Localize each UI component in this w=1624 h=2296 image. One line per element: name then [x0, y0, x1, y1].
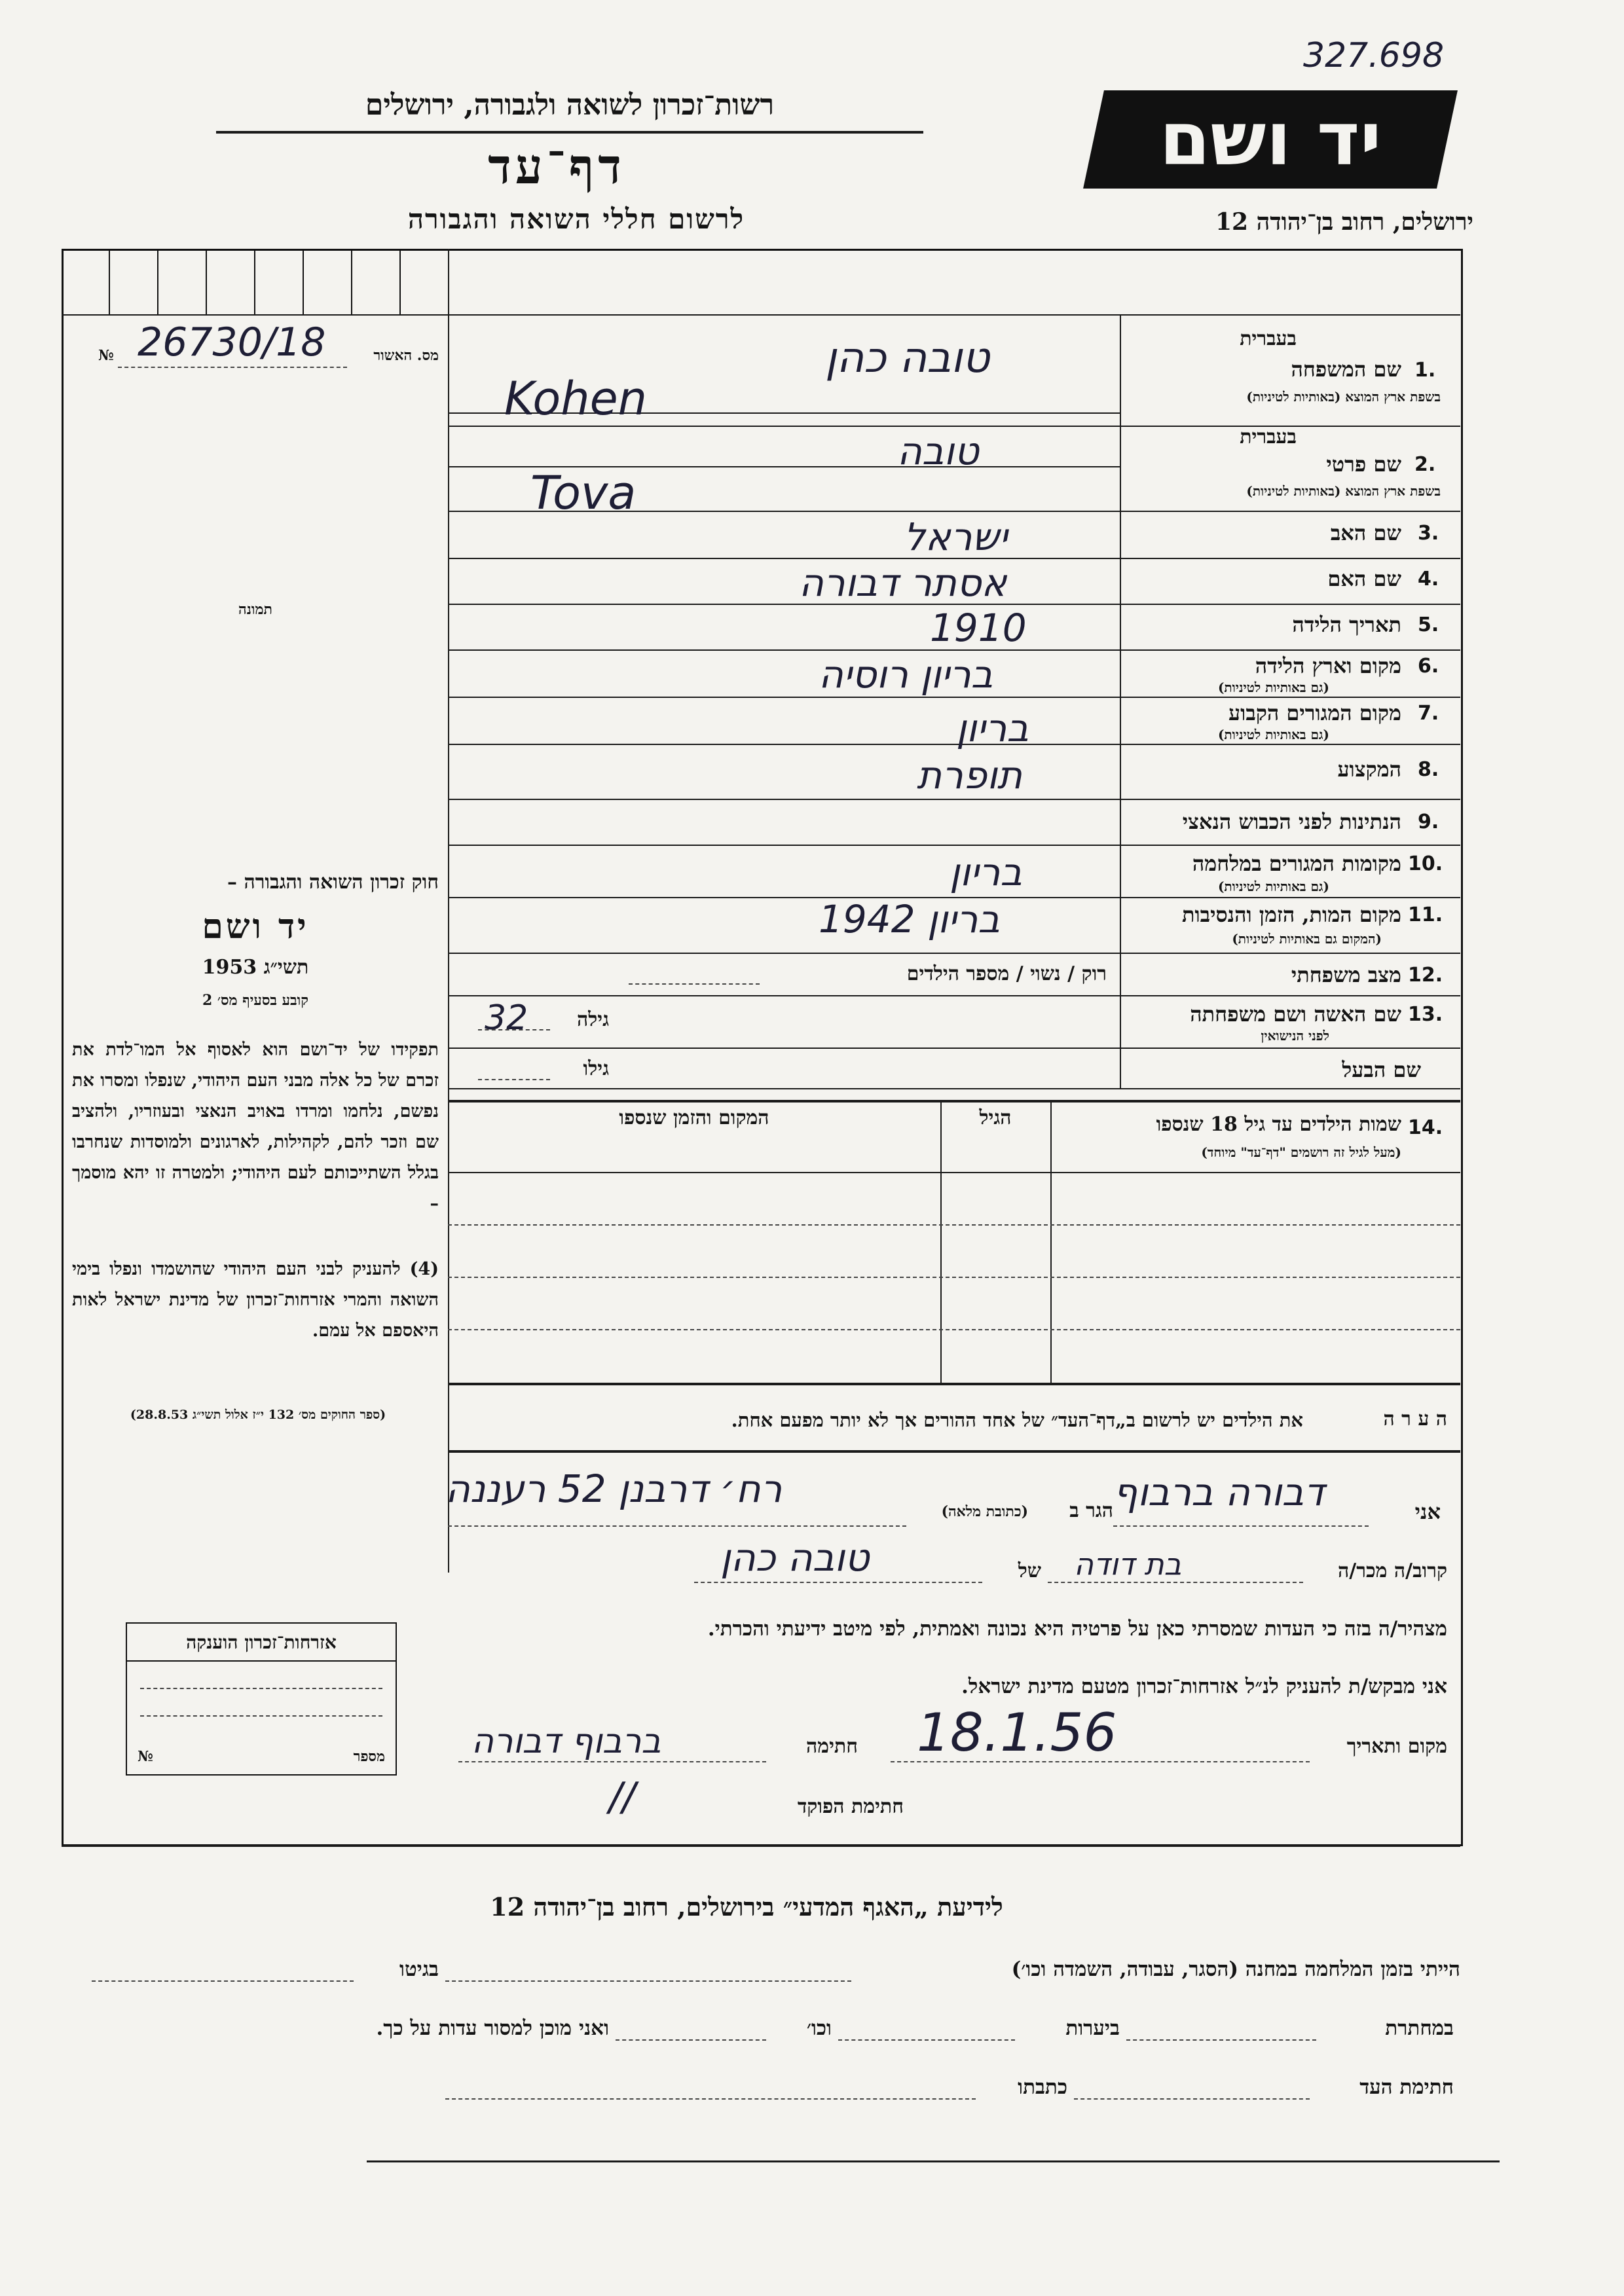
f8-number: 8. — [1418, 758, 1439, 781]
logo-text: יד ושם — [1159, 97, 1382, 182]
archive-number: 327.698 — [1303, 36, 1445, 75]
f1-hebrew-value: טובה כהן — [825, 334, 990, 382]
resides-label: הגר ב — [1069, 1499, 1113, 1522]
row12-bottom — [448, 995, 1460, 996]
children-row2 — [448, 1277, 1460, 1278]
full-address-label: (כתובת מלאה) — [941, 1503, 1028, 1520]
of-line — [694, 1582, 982, 1583]
photo-label: תמונה — [238, 601, 272, 618]
f5-label: תאריך הלידה — [1292, 612, 1401, 637]
of-value: טובה כהן — [720, 1535, 870, 1580]
children-top — [448, 1100, 1460, 1102]
f10-sub: (גם באותיות לטיניות) — [1217, 879, 1329, 894]
f2-latin-value: Tova — [530, 466, 637, 520]
f4-number: 4. — [1418, 568, 1439, 591]
f10-label: מקומות המגורים במלחמה — [1192, 851, 1401, 876]
f5-number: 5. — [1418, 613, 1439, 636]
children-number: 14. — [1408, 1116, 1443, 1139]
children-header-place: המקום והזמן שנספו — [619, 1106, 769, 1129]
children-header-note: (מעל לגיל זה רושמים "דף־עד" מיוחד) — [1201, 1144, 1401, 1160]
date-value: 18.1.56 — [917, 1702, 1117, 1763]
f9-number: 9. — [1418, 811, 1439, 833]
law-reference: (ספר החוקים מס׳ 132 י״ז אלול תשי״ג 28.8.53) — [130, 1408, 386, 1422]
f10-value: בריון — [950, 850, 1022, 894]
row9-bottom — [448, 845, 1460, 846]
f7-value: בריון — [956, 706, 1029, 750]
left-panel-divider — [448, 249, 449, 1573]
law-name: יד ושם — [202, 907, 309, 947]
f12-number: 12. — [1408, 964, 1443, 987]
footer-line2-blank3 — [616, 2039, 766, 2041]
citizenship-box-title: אזרחות־זכרון הוענקה — [186, 1631, 337, 1653]
f10-number: 10. — [1408, 852, 1443, 875]
children-row3 — [448, 1329, 1460, 1330]
husband-age-line — [478, 1079, 550, 1080]
yad-vashem-logo — [1083, 90, 1458, 189]
footer-line2-c: וכו׳ — [806, 2016, 832, 2040]
declare-text: מצהיר/ה בזה כי העדות שמסרתי כאן על פרטיה היא נכונה ואמתית, לפי מיטב ידיעתי והכרתי. — [707, 1617, 1447, 1641]
husband-label: שם הבעל — [1342, 1057, 1421, 1082]
f12-options: רוק / נשוי / מספר הילדים — [906, 962, 1107, 985]
header-address: ירושלים, רחוב בן־יהודה 12 — [1215, 208, 1473, 236]
authority-title: רשות־זכרון לשואה ולגבורה, ירושלים — [365, 88, 775, 122]
row13-bottom — [448, 1048, 1460, 1049]
f6-label: מקום וארץ הלידה — [1255, 653, 1401, 678]
address-line — [448, 1525, 906, 1527]
signature-value: ברבוף דבורה — [471, 1722, 661, 1761]
f4-value: אסתר דבורה — [799, 560, 1007, 605]
cert-number: 26730/18 — [138, 319, 326, 365]
f6-sub: (גם באותיות לטיניות) — [1217, 680, 1329, 695]
footer-line3-blank2 — [445, 2098, 976, 2100]
top-strip-line — [62, 314, 1460, 316]
footer-line3-a: חתימת העד — [1359, 2075, 1454, 2099]
children-header-age: הגיל — [979, 1106, 1012, 1129]
f11-label: מקום המות, הזמן והנסיבות — [1181, 902, 1401, 927]
address-value: רח׳ דרבנן 52 רעננה — [445, 1467, 783, 1511]
cert-line — [118, 367, 347, 368]
law-year: תשי״ג 1953 — [202, 956, 309, 979]
footer-line2-d: ואני מוכן למסור עדות על כך. — [376, 2016, 609, 2040]
footer-line3-blank1 — [1074, 2098, 1310, 2100]
f7-number: 7. — [1418, 702, 1439, 725]
footer-line1-a: הייתי בזמן המלחמה במחנה (הסגר, עבודה, השמדה וכו׳) — [1011, 1958, 1460, 1981]
f13-age-line — [478, 1029, 550, 1030]
f13-sub: לפני הנישואין — [1261, 1028, 1329, 1044]
law-text-1: תפקידו של יד־ושם הוא לאסוף אל המו־לדת את זכרם של כל אלה מבני העם היהודי, שנפלו ומסרו את נפשם, נלחמו ומרדו באויב הנאצי ובעוזריו, ולהציב שם וזכר להם, לקהילות, לארגונים ולמוסדות שנחרבו בגלל השתייכותם לעם היהודי; ולמטרה זו יהא מוסמך – — [72, 1040, 439, 1214]
f11-value: 1942 בריון — [819, 897, 1000, 941]
f6-number: 6. — [1418, 655, 1439, 678]
f3-label: שם האב — [1330, 520, 1401, 545]
f13-label: שם האשה ושם משפחתה — [1190, 1002, 1401, 1027]
date-line — [891, 1761, 1310, 1762]
f1-latin-note: בשפת ארץ המוצא (באותיות לטיניות) — [1246, 389, 1441, 405]
children-bottom — [448, 1383, 1460, 1385]
official-label: חתימת הפוקד — [797, 1795, 904, 1818]
f12-label: מצב משפחתי — [1291, 962, 1401, 987]
f3-value: ישראל — [904, 515, 1008, 559]
law-section: קובע בסעיף מס׳ 2 — [202, 992, 309, 1009]
f13-number: 13. — [1408, 1003, 1443, 1026]
children-col1 — [1050, 1100, 1052, 1383]
footer-line3-b: כתבתו — [1018, 2075, 1067, 2099]
f7-label: מקום המגורים הקבוע — [1228, 701, 1401, 725]
f1-in-hebrew: בעברית — [1240, 327, 1297, 350]
note-text: את הילדים יש לרשום ב„דף־העד״ של אחד ההורים אך לא יותר מפעם אחת. — [731, 1409, 1303, 1431]
f1-latin-value: Kohen — [504, 372, 648, 426]
ani-value: דבורה ברבוף — [1113, 1470, 1325, 1514]
law-text-2: (4) להעניק לבני העם היהודי שהושמדו ונפלו בימי השואה והמרי אזרחות־זכרון של מדינת ישראל לאות היאספם אל עמם. — [72, 1259, 439, 1341]
authority-underline — [216, 131, 923, 134]
citizenship-no-label: מספר — [353, 1748, 385, 1765]
ani-label: אני — [1414, 1499, 1441, 1524]
children-header-name: שמות הילדים עד גיל 18 שנספו — [1156, 1113, 1401, 1136]
f9-label: הנתינות לפני הכבוש הנאצי — [1182, 809, 1401, 834]
page-title: דף־עד — [488, 139, 625, 195]
f2-latin-note: בשפת ארץ המוצא (באותיות לטיניות) — [1246, 483, 1441, 499]
footer-line1-blank — [445, 1980, 851, 1982]
page-subtitle: לרשום חללי השואה והגבורה — [407, 203, 745, 235]
citizenship-no-sign: № — [138, 1748, 153, 1765]
note-bottom — [448, 1450, 1460, 1453]
f8-value: תופרת — [917, 753, 1023, 797]
footer-line2-a: במחתרת — [1385, 2016, 1454, 2040]
husband-bottom — [448, 1088, 1460, 1089]
footer-line1-blank2 — [92, 1980, 354, 1982]
footer-line2-blank1 — [1126, 2039, 1316, 2041]
row1-bottom — [448, 426, 1460, 427]
footer-line2-b: ביערות — [1065, 2016, 1120, 2040]
f4-label: שם האם — [1327, 566, 1401, 591]
f11-number: 11. — [1408, 903, 1443, 926]
f8-label: המקצוע — [1337, 757, 1401, 782]
f11-sub: (המקום גם באותיות לטיניות) — [1232, 931, 1382, 947]
row7-bottom — [448, 744, 1460, 745]
request-text: אני מבקש/ת להעניק לנ״ל אזרחות־זכרון מטעם מדינת ישראל. — [961, 1675, 1447, 1698]
f2-in-hebrew: בעברית — [1240, 426, 1297, 448]
f2-number: 2. — [1414, 453, 1436, 476]
of-label: של — [1018, 1559, 1041, 1582]
place-date-label: מקום ותאריך — [1346, 1735, 1447, 1758]
husband-age-label: גילו — [583, 1057, 609, 1080]
row11-bottom — [448, 953, 1460, 954]
row6-bottom — [448, 697, 1460, 698]
relation-label: קרוב/ה מכר/ה — [1338, 1559, 1447, 1582]
children-row1 — [448, 1224, 1460, 1226]
f5-value: 1910 — [930, 606, 1027, 650]
signature-line — [458, 1761, 766, 1762]
f2-label: שם פרטי — [1326, 452, 1401, 477]
f13-age-label: גילה — [576, 1008, 609, 1031]
label-divider — [1120, 314, 1121, 1088]
row8-bottom — [448, 799, 1460, 800]
bottom-rule — [367, 2160, 1500, 2162]
cert-no-sign: № — [98, 347, 114, 364]
ani-line — [1113, 1525, 1369, 1527]
f2-hebrew-value: טובה — [897, 429, 979, 473]
f6-value: בריון רוסיה — [819, 652, 993, 697]
f13-age-value: 32 — [485, 998, 528, 1038]
footer-line2-blank2 — [838, 2039, 1015, 2041]
footer-title: לידיעת „האגף המדעי״ בירושלים, רחוב בן־יהודה 12 — [490, 1892, 1003, 1922]
f12-children-line — [629, 983, 760, 985]
signature-label: חתימה — [806, 1735, 858, 1758]
children-col2 — [940, 1100, 942, 1383]
footer-line1-b: בגיטו — [399, 1958, 439, 1981]
footer-top — [62, 1845, 1460, 1847]
f1-number: 1. — [1414, 359, 1436, 382]
cert-label: מס. האשור — [373, 347, 439, 364]
note-label: ה ע ר ה — [1383, 1408, 1447, 1430]
law-title: חוק זכרון השואה והגבורה – — [227, 871, 439, 894]
children-head-line — [448, 1172, 1460, 1173]
f1-label: שם המשפחה — [1291, 357, 1401, 382]
relation-line — [1048, 1582, 1303, 1583]
code-boxes — [62, 249, 448, 314]
f3-number: 3. — [1418, 522, 1439, 545]
f7-sub: (גם באותיות לטיניות) — [1217, 727, 1329, 742]
citizenship-box — [126, 1622, 397, 1776]
relation-value: בת דודה — [1074, 1546, 1182, 1582]
official-signature: // — [609, 1774, 636, 1820]
